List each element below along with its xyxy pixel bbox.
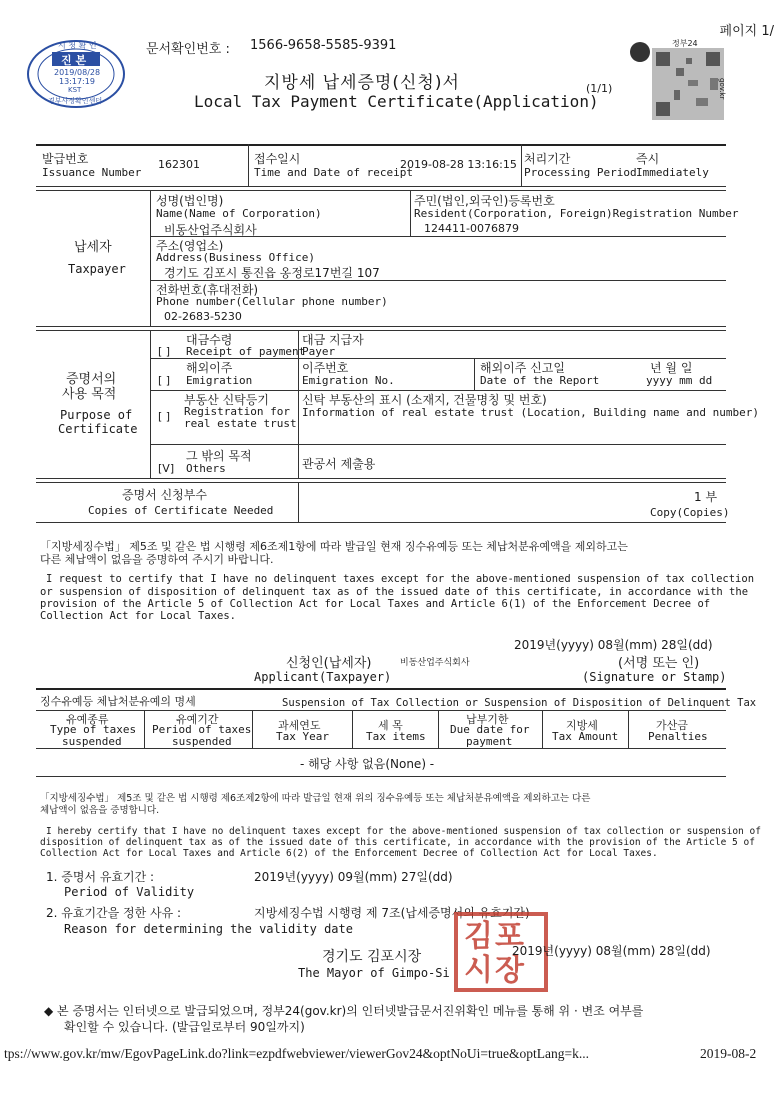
- footer-url[interactable]: tps://www.gov.kr/mw/EgovPageLink.do?link=ezpdfwebviewer/viewerGov24&optNoUi=true&optLang=k...: [4, 1046, 589, 1061]
- validity-item1-en: Period of Validity: [64, 885, 195, 899]
- applicant-sign-ko: (서명 또는 인): [618, 656, 700, 671]
- phone-label-ko: 전화번호(휴대전화): [156, 283, 259, 297]
- certify-ko-2: 체납액이 없음을 증명합니다.: [40, 805, 160, 816]
- others-value: 관공서 제출용: [302, 457, 376, 471]
- period-value-ko: 즉시: [636, 152, 660, 166]
- col-duedate-en-1: Due date for: [450, 723, 530, 736]
- col-period-en-2: suspended: [172, 735, 232, 748]
- validity-item1-ko: 1. 증명서 유효기간 :: [46, 870, 155, 884]
- emigration-label-ko: 해외이주: [186, 361, 233, 375]
- trust-label-en-2: real estate trust: [184, 417, 297, 430]
- request-en-2: or suspension of disposition of delinquent tax as of the issued date of this certificate, in accordance with the: [40, 586, 749, 598]
- stamp-top: 시 청 확 인: [58, 41, 97, 50]
- col-penalties-ko: 가산금: [656, 719, 688, 732]
- suspension-title-ko: 징수유예등 체납처분유예의 명세: [40, 695, 196, 708]
- issuance-label-ko: 발급번호: [42, 152, 89, 166]
- report-ymd-en: yyyy mm dd: [646, 374, 713, 387]
- copies-value-ko: 1 부: [694, 490, 718, 504]
- address-label-ko: 주소(영업소): [156, 239, 224, 253]
- receipt-label-ko: 접수일시: [254, 152, 301, 166]
- stamp-mid: 진 본: [61, 54, 87, 67]
- validity-item1-value: 2019년(yyyy) 09월(mm) 27일(dd): [254, 870, 453, 884]
- others-label-en: Others: [186, 462, 226, 475]
- validity-item2-ko: 2. 유효기간을 정한 사유 :: [46, 906, 182, 920]
- applicant-sign-en: (Signature or Stamp): [582, 670, 727, 684]
- period-label-en: Processing Period: [524, 166, 637, 179]
- doc-number-label: 문서확인번호 :: [146, 42, 230, 57]
- checkbox-receipt[interactable]: [ ]: [158, 345, 171, 358]
- stamp-date: 2019/08/28: [54, 68, 101, 77]
- request-ko-2: 다른 체납액이 없음을 증명하여 주시기 바랍니다.: [40, 553, 274, 566]
- issuance-label-en: Issuance Number: [42, 166, 142, 179]
- receipt-label-ko: 대금수령: [186, 333, 233, 347]
- taxpayer-label-en: Taxpayer: [68, 262, 126, 276]
- suspension-title-en: Suspension of Tax Collection or Suspension of Disposition of Delinquent Tax: [282, 697, 757, 709]
- request-en-4: Collection Act for Local Taxes.: [40, 610, 236, 622]
- phone-label-en: Phone number(Cellular phone number): [156, 295, 388, 308]
- applicant-label-ko: 신청인(납세자): [286, 656, 372, 671]
- receipt-label-en: Time and Date of receipt: [254, 166, 413, 179]
- phone-value: 02-2683-5230: [164, 310, 242, 323]
- trust-label-en-1: Registration for: [184, 405, 290, 418]
- trust-label-ko: 부동산 신탁등기: [184, 393, 269, 407]
- mayor-en: The Mayor of Gimpo-Si: [298, 966, 450, 980]
- stamp-bottom: 경부사정확인센터: [48, 97, 103, 105]
- notice-line-1: ◆ 본 증명서는 인터넷으로 발급되었으며, 정부24(gov.kr)의 인터넷발급문서진위확인 메뉴를 통해 위 · 변조 여부를: [44, 1004, 644, 1018]
- purpose-label-ko-2: 사용 목적: [62, 387, 117, 402]
- trust-info-label-ko: 신탁 부동산의 표시 (소재지, 건물명칭 및 번호): [302, 393, 547, 407]
- receipt-label-en: Receipt of payment: [186, 345, 306, 358]
- checkbox-trust[interactable]: [ ]: [158, 410, 171, 423]
- period-label-ko: 처리기간: [524, 152, 571, 166]
- col-type-en-2: suspended: [62, 735, 122, 748]
- qr-side-label: gov.kr: [718, 78, 726, 100]
- notice-line-2: 확인할 수 있습니다. (발급일로부터 90일까지): [64, 1020, 305, 1034]
- mayor-ko: 경기도 김포시장: [322, 949, 422, 965]
- col-taxyear-ko: 과세연도: [278, 719, 321, 732]
- col-penalties-en: Penalties: [648, 730, 708, 743]
- certify-en-1: I hereby certify that I have no delinquent taxes except for the above-mentioned suspension of tax collection or suspension of: [46, 826, 761, 837]
- col-taxyear-en: Tax Year: [276, 730, 329, 743]
- validity-item2-value: 지방세징수법 시행령 제 7조(납세증명서의 유효기간): [254, 906, 530, 920]
- others-label-ko: 그 밖의 목적: [186, 449, 252, 463]
- doc-number: 1566-9658-5585-9391: [250, 38, 397, 53]
- emigration-no-label-en: Emigration No.: [302, 374, 395, 387]
- address-value: 경기도 김포시 통진읍 옹정로17번길 107: [164, 266, 380, 280]
- title-ko: 지방세 납세증명(신청)서: [264, 73, 460, 93]
- checkbox-emigration[interactable]: [ ]: [158, 374, 171, 387]
- certify-en-2: disposition of delinquent tax as of the issued date of this certificate, in accordance with the provision of the Article 5 of: [40, 837, 755, 848]
- col-period-ko: 유예기간: [176, 713, 219, 726]
- emigration-label-en: Emigration: [186, 374, 253, 387]
- certify-ko-1: 「지방세징수법」 제5조 및 같은 법 시행령 제6조제2항에 따라 발급일 현재 위의 징수유예등 또는 체납처분유예액을 제외하고는 다른: [40, 793, 591, 804]
- col-duedate-en-2: payment: [466, 735, 513, 748]
- request-en-3: provision of the Article 5 of Collection Act for Local Taxes and Article 6(1) of the Enforcement Decree of: [40, 598, 711, 610]
- verification-stamp: [24, 38, 128, 110]
- col-type-en-1: Type of taxes: [50, 723, 137, 736]
- checkbox-others[interactable]: [V]: [158, 462, 175, 475]
- purpose-label-ko-1: 증명서의: [66, 372, 117, 387]
- corporation-name: 비동산업주식회사: [164, 223, 257, 237]
- copies-label-ko: 증명서 신청부수: [122, 488, 207, 502]
- validity-item2-en: Reason for determining the validity date: [64, 922, 353, 936]
- period-value-en: Immediately: [636, 166, 709, 179]
- page-label: 페이지 1/: [719, 24, 774, 39]
- seal-chars: 김포시장: [464, 919, 526, 988]
- certify-en-3: Collection Act for Local Taxes and Article 6(2) of the Enforcement Decree of Collection Act for Local Taxes.: [40, 848, 658, 859]
- col-taxamount-en: Tax Amount: [552, 730, 619, 743]
- applicant-label-en: Applicant(Taxpayer): [254, 670, 392, 684]
- purpose-label-en-1: Purpose of: [60, 408, 133, 422]
- request-date: 2019년(yyyy) 08월(mm) 28일(dd): [514, 638, 713, 652]
- stamp-time: 13:17:19: [59, 77, 95, 86]
- applicant-name: 비동산업주식회사: [400, 658, 470, 668]
- suspension-none: - 해당 사항 없음(None) -: [300, 757, 435, 771]
- name-label-ko: 성명(법인명): [156, 194, 224, 208]
- request-en-1: I request to certify that I have no delinquent taxes except for the above-mentioned suspension of tax collection: [46, 573, 755, 585]
- registration-number: 124411-0076879: [424, 222, 519, 235]
- receipt-datetime: 2019-08-28 13:16:15: [400, 158, 517, 171]
- taxpayer-label-ko: 납세자: [74, 240, 112, 255]
- footer-date: 2019-08-2: [700, 1046, 757, 1061]
- report-date-label-en: Date of the Report: [480, 374, 600, 387]
- payer-label-en: Payer: [302, 345, 336, 358]
- report-ymd-ko: 년 월 일: [650, 361, 693, 375]
- col-type-ko: 유예종류: [66, 713, 109, 726]
- name-label-en: Name(Name of Corporation): [156, 207, 322, 220]
- col-taxamount-ko: 지방세: [566, 719, 598, 732]
- reg-label-en: Resident(Corporation, Foreign)Registration Number: [414, 207, 739, 220]
- report-date-label-ko: 해외이주 신고일: [480, 361, 565, 375]
- qr-code: [626, 38, 734, 128]
- issue-date: 2019년(yyyy) 08월(mm) 28일(dd): [512, 944, 711, 958]
- issuance-number: 162301: [158, 158, 200, 171]
- payer-label-ko: 대금 지급자: [302, 333, 364, 347]
- col-taxitems-ko: 세 목: [378, 719, 403, 732]
- emigration-no-label-ko: 이주번호: [302, 361, 349, 375]
- reg-label-ko: 주민(법인,외국인)등록번호: [414, 194, 555, 208]
- title-en: Local Tax Payment Certificate(Application): [194, 92, 599, 111]
- qr-label: 정부24: [672, 39, 698, 48]
- col-period-en-1: Period of taxes: [152, 723, 252, 736]
- copies-label-en: Copies of Certificate Needed: [88, 504, 274, 517]
- trust-info-label-en: Information of real estate trust (Location, Building name and number): [302, 406, 759, 419]
- page-fraction: (1/1): [586, 82, 613, 95]
- copies-value-en: Copy(Copies): [650, 506, 730, 519]
- stamp-zone: KST: [68, 86, 82, 94]
- purpose-label-en-2: Certificate: [58, 422, 138, 436]
- address-label-en: Address(Business Office): [156, 251, 315, 264]
- request-ko-1: 「지방세징수법」 제5조 및 같은 법 시행령 제6조제1항에 따라 발급일 현재 징수유예등 또는 체납처분유예액을 제외하고는: [40, 540, 628, 553]
- col-taxitems-en: Tax items: [366, 730, 426, 743]
- col-duedate-ko: 납부기한: [466, 713, 509, 726]
